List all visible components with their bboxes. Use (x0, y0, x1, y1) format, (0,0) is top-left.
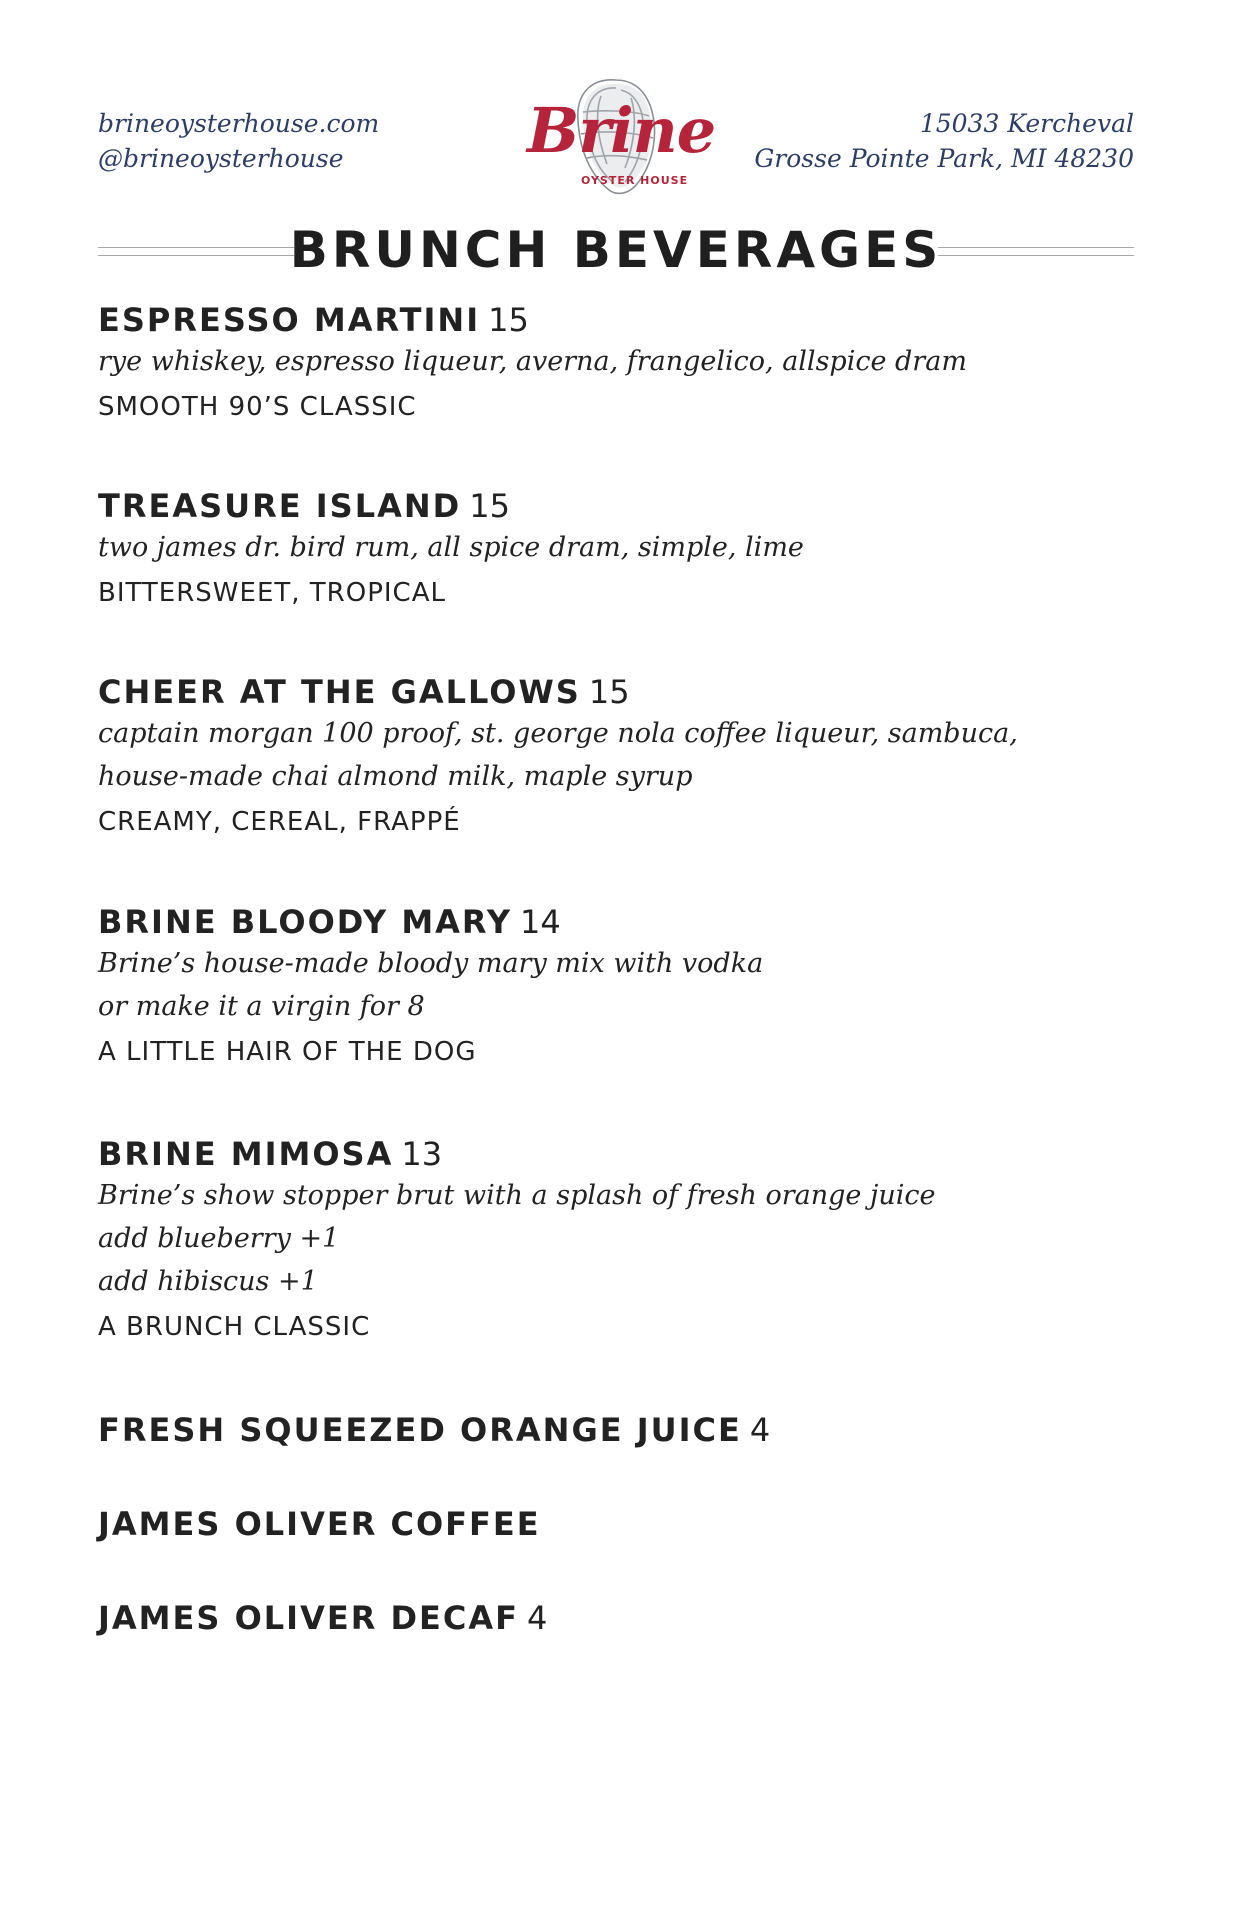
item-name: ESPRESSO MARTINI (98, 301, 481, 339)
item-description: Brine’s show stopper brut with a splash of fresh orange juice (98, 1180, 936, 1211)
item-name: BRINE MIMOSA (98, 1135, 394, 1173)
page-title: BRUNCH BEVERAGES (289, 221, 943, 279)
menu-item-fresh-squeezed-orange-juice (98, 1410, 1134, 1450)
menu-item-brine-bloody-mary (98, 902, 1134, 1072)
item-description: house-made chai almond milk, maple syrup (98, 761, 693, 792)
item-price: 4 (749, 1411, 771, 1449)
item-description: add hibiscus +1 (98, 1266, 318, 1297)
title-row (98, 220, 1134, 280)
item-tag: A LITTLE HAIR OF THE DOG (98, 1037, 477, 1067)
address-info (754, 106, 1134, 176)
menu-item-treasure-island (98, 486, 1134, 613)
menu-item-brine-mimosa (98, 1134, 1134, 1347)
item-description: add blueberry +1 (98, 1223, 340, 1254)
header (98, 94, 1134, 208)
item-tag: CREAMY, CEREAL, FRAPPÉ (98, 807, 461, 837)
item-description: two james dr. bird rum, all spice dram, simple, lime (98, 532, 804, 563)
item-tag: A BRUNCH CLASSIC (98, 1312, 371, 1342)
menu-item-espresso-martini (98, 300, 1134, 427)
address-line-2: Grosse Pointe Park, MI 48230 (754, 144, 1134, 173)
title-rule-right (938, 247, 1134, 256)
website-link[interactable]: brineoysterhouse.com (98, 109, 380, 138)
item-heading (98, 486, 1134, 526)
contact-info (98, 106, 379, 176)
menu-item-cheer-at-the-gallows (98, 672, 1134, 842)
address-line-1: 15033 Kercheval (919, 109, 1134, 138)
item-price: 4 (527, 1599, 548, 1637)
item-heading (98, 1598, 1134, 1638)
menu-item-james-oliver-decaf (98, 1598, 1134, 1638)
item-heading (98, 1134, 1134, 1174)
item-heading (98, 902, 1134, 942)
item-heading (98, 672, 1134, 712)
item-price: 14 (519, 903, 561, 941)
item-tag: SMOOTH 90’S CLASSIC (98, 392, 417, 422)
logo-subtitle: OYSTER HOUSE (581, 174, 689, 187)
item-name: FRESH SQUEEZED ORANGE JUICE (98, 1411, 742, 1449)
brine-logo (521, 72, 716, 202)
item-heading (98, 300, 1134, 340)
item-price: 13 (401, 1135, 443, 1173)
item-description: captain morgan 100 proof, st. george nola coffee liqueur, sambuca, (98, 718, 1018, 749)
menu-item-james-oliver-coffee (98, 1504, 1134, 1544)
item-name: JAMES OLIVER COFFEE (98, 1505, 541, 1543)
item-price: 15 (488, 301, 529, 339)
item-name: CHEER AT THE GALLOWS (98, 673, 581, 711)
item-description: or make it a virgin for 8 (98, 991, 425, 1022)
item-name: JAMES OLIVER DECAF (98, 1599, 519, 1637)
item-name: BRINE BLOODY MARY (98, 903, 512, 941)
item-description: rye whiskey, espresso liqueur, averna, frangelico, allspice dram (98, 346, 967, 377)
item-heading (98, 1410, 1134, 1450)
item-tag: BITTERSWEET, TROPICAL (98, 578, 446, 608)
item-name: TREASURE ISLAND (98, 487, 462, 525)
item-description: Brine’s house-made bloody mary mix with vodka (98, 948, 764, 979)
item-heading (98, 1504, 1134, 1544)
logo-word: Brine (527, 94, 716, 167)
item-price: 15 (469, 487, 510, 525)
social-handle[interactable]: @brineoysterhouse (98, 144, 344, 173)
item-price: 15 (588, 673, 630, 711)
